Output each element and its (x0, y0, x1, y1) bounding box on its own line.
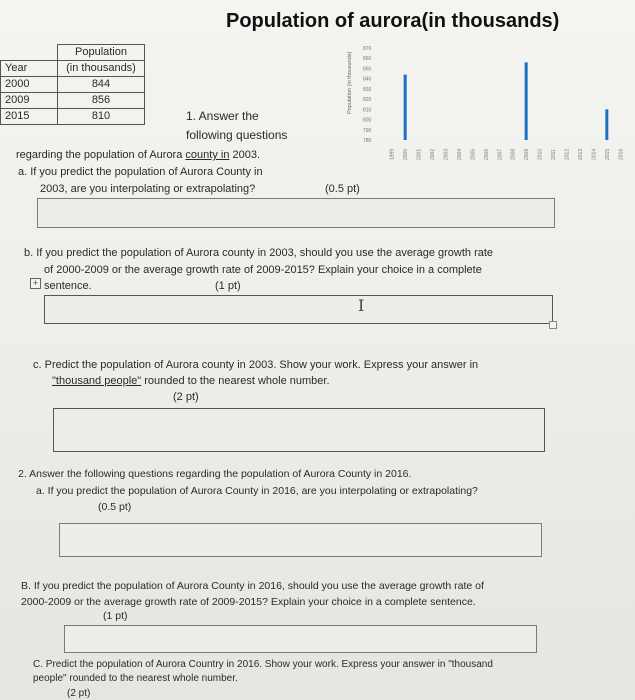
table-row (1, 109, 145, 125)
chart-bar (605, 109, 608, 140)
chart-x-tick-label: 2008 (510, 148, 517, 160)
text-cursor-icon: I (358, 296, 365, 315)
q1a-line2: 2003, are you interpolating or extrapolating? (40, 183, 256, 195)
table-header-row-2 (1, 61, 145, 77)
q1-intro-year: 2003. (229, 149, 261, 161)
thousand-people-link: "thousand people" (52, 375, 142, 387)
q1-intro-line3 (16, 149, 260, 161)
chart-y-tick-label: 790 (363, 127, 372, 134)
q1c-line1: c. Predict the population of Aurora county in 2003. Show your work. Express your answer in (33, 359, 479, 371)
chart-x-tick-label: 2010 (537, 148, 544, 160)
chart-x-tick-label: 2013 (577, 148, 584, 160)
q2a-points: (0.5 pt) (98, 501, 132, 513)
page-title: Population of aurora(in thousands) (226, 10, 560, 32)
table-cell-year: 2009 (1, 93, 58, 109)
chart-x-tick-label: 2014 (591, 148, 598, 160)
chart-y-axis-label: Population (in thousands) (347, 51, 353, 114)
chart-x-tick-label: 2011 (551, 149, 558, 160)
q2b-line1: B. If you predict the population of Aurora County in 2016, should you use the average growth rate of (21, 580, 484, 592)
chart-y-tick-label: 870 (363, 46, 372, 52)
chart-y-tick-label: 850 (363, 66, 372, 73)
q2c-line2: people" rounded to the nearest whole number. (33, 673, 238, 684)
q2b-points: (1 pt) (103, 610, 128, 622)
chart-y-tick-label: 840 (363, 76, 372, 83)
q2c-line1: C. Predict the population of Aurora Country in 2016. Show your work. Express your answer in "thousand (33, 659, 493, 670)
chart-x-tick-label: 2005 (470, 148, 477, 160)
table-header-year (1, 45, 58, 61)
chart-x-tick-label: 2001 (416, 148, 423, 160)
q2a-line1: a. If you predict the population of Aurora County in 2016, are you interpolating or extrapolating? (36, 485, 478, 497)
chart-y-tick-label: 860 (363, 56, 372, 63)
table-header-row (1, 45, 145, 61)
q2a-answer-box[interactable] (59, 523, 542, 557)
q1c-line2 (52, 375, 330, 387)
q1b-answer-box[interactable] (44, 295, 553, 324)
q2b-answer-box[interactable] (64, 625, 537, 653)
chart-x-tick-label: 2009 (524, 148, 531, 160)
q1-intro-text: regarding the population of Aurora (16, 149, 186, 161)
chart-x-tick-label: 2015 (604, 148, 611, 160)
chart-x-tick-label: 2006 (483, 148, 490, 160)
q1c-points: (2 pt) (173, 391, 199, 403)
q1c-rounding-text: rounded to the nearest whole number. (141, 375, 330, 387)
table-cell-pop: 856 (58, 93, 145, 109)
q1b-line1: b. If you predict the population of Aurora county in 2003, should you use the average growth rate (24, 247, 494, 259)
q1b-line2: of 2000-2009 or the average growth rate of 2009-2015? Explain your choice in a complete (44, 264, 482, 276)
table-header-population-unit: (in thousands) (58, 61, 145, 77)
table-cell-pop: 844 (58, 77, 145, 93)
q1-intro-line2: following questions (186, 128, 288, 142)
q1b-line3: sentence. (44, 280, 92, 292)
chart-bar (525, 62, 528, 140)
table-header-year-label: Year (1, 61, 58, 77)
table-header-population: Population (58, 45, 145, 61)
q1-intro-line1: 1. Answer the (186, 109, 259, 123)
chart-bar (404, 75, 407, 140)
q2-intro: 2. Answer the following questions regarding the population of Aurora County in 2016. (18, 468, 412, 480)
chart-y-tick-label: 780 (363, 138, 372, 144)
chart-x-tick-label: 2002 (430, 148, 437, 160)
table-row (1, 93, 145, 109)
table-cell-year: 2015 (1, 109, 58, 125)
q1a-answer-box[interactable] (37, 198, 555, 228)
population-table (0, 44, 145, 125)
table-move-handle-icon[interactable]: + (30, 278, 41, 289)
chart-x-tick-label: 2000 (403, 148, 410, 160)
table-cell-year: 2000 (1, 77, 58, 93)
q1b-points: (1 pt) (215, 280, 241, 292)
q1a-line1: a. If you predict the population of Aurora County in (18, 166, 263, 178)
population-bar-chart (345, 40, 630, 180)
chart-x-tick-label: 2012 (564, 148, 571, 160)
q2b-line2: 2000-2009 or the average growth rate of 2009-2015? Explain your choice in a complete sentence. (21, 596, 476, 608)
q1c-answer-box[interactable] (53, 408, 545, 452)
q1a-points: (0.5 pt) (325, 183, 360, 195)
chart-y-tick-label: 820 (363, 97, 372, 104)
chart-x-tick-label: 2003 (443, 148, 450, 160)
chart-x-tick-label: 2007 (497, 148, 504, 160)
table-cell-pop: 810 (58, 109, 145, 125)
chart-y-tick-label: 830 (363, 86, 372, 93)
table-row (1, 77, 145, 93)
resize-handle-icon[interactable] (549, 321, 557, 329)
chart-x-tick-label: 2016 (618, 148, 625, 160)
chart-y-tick-label: 810 (363, 107, 372, 114)
county-link: county in (185, 149, 230, 161)
chart-x-tick-label: 2004 (456, 148, 463, 160)
chart-y-tick-label: 800 (363, 117, 372, 124)
chart-x-tick-label: 1999 (389, 148, 396, 160)
q2c-points: (2 pt) (67, 688, 91, 699)
